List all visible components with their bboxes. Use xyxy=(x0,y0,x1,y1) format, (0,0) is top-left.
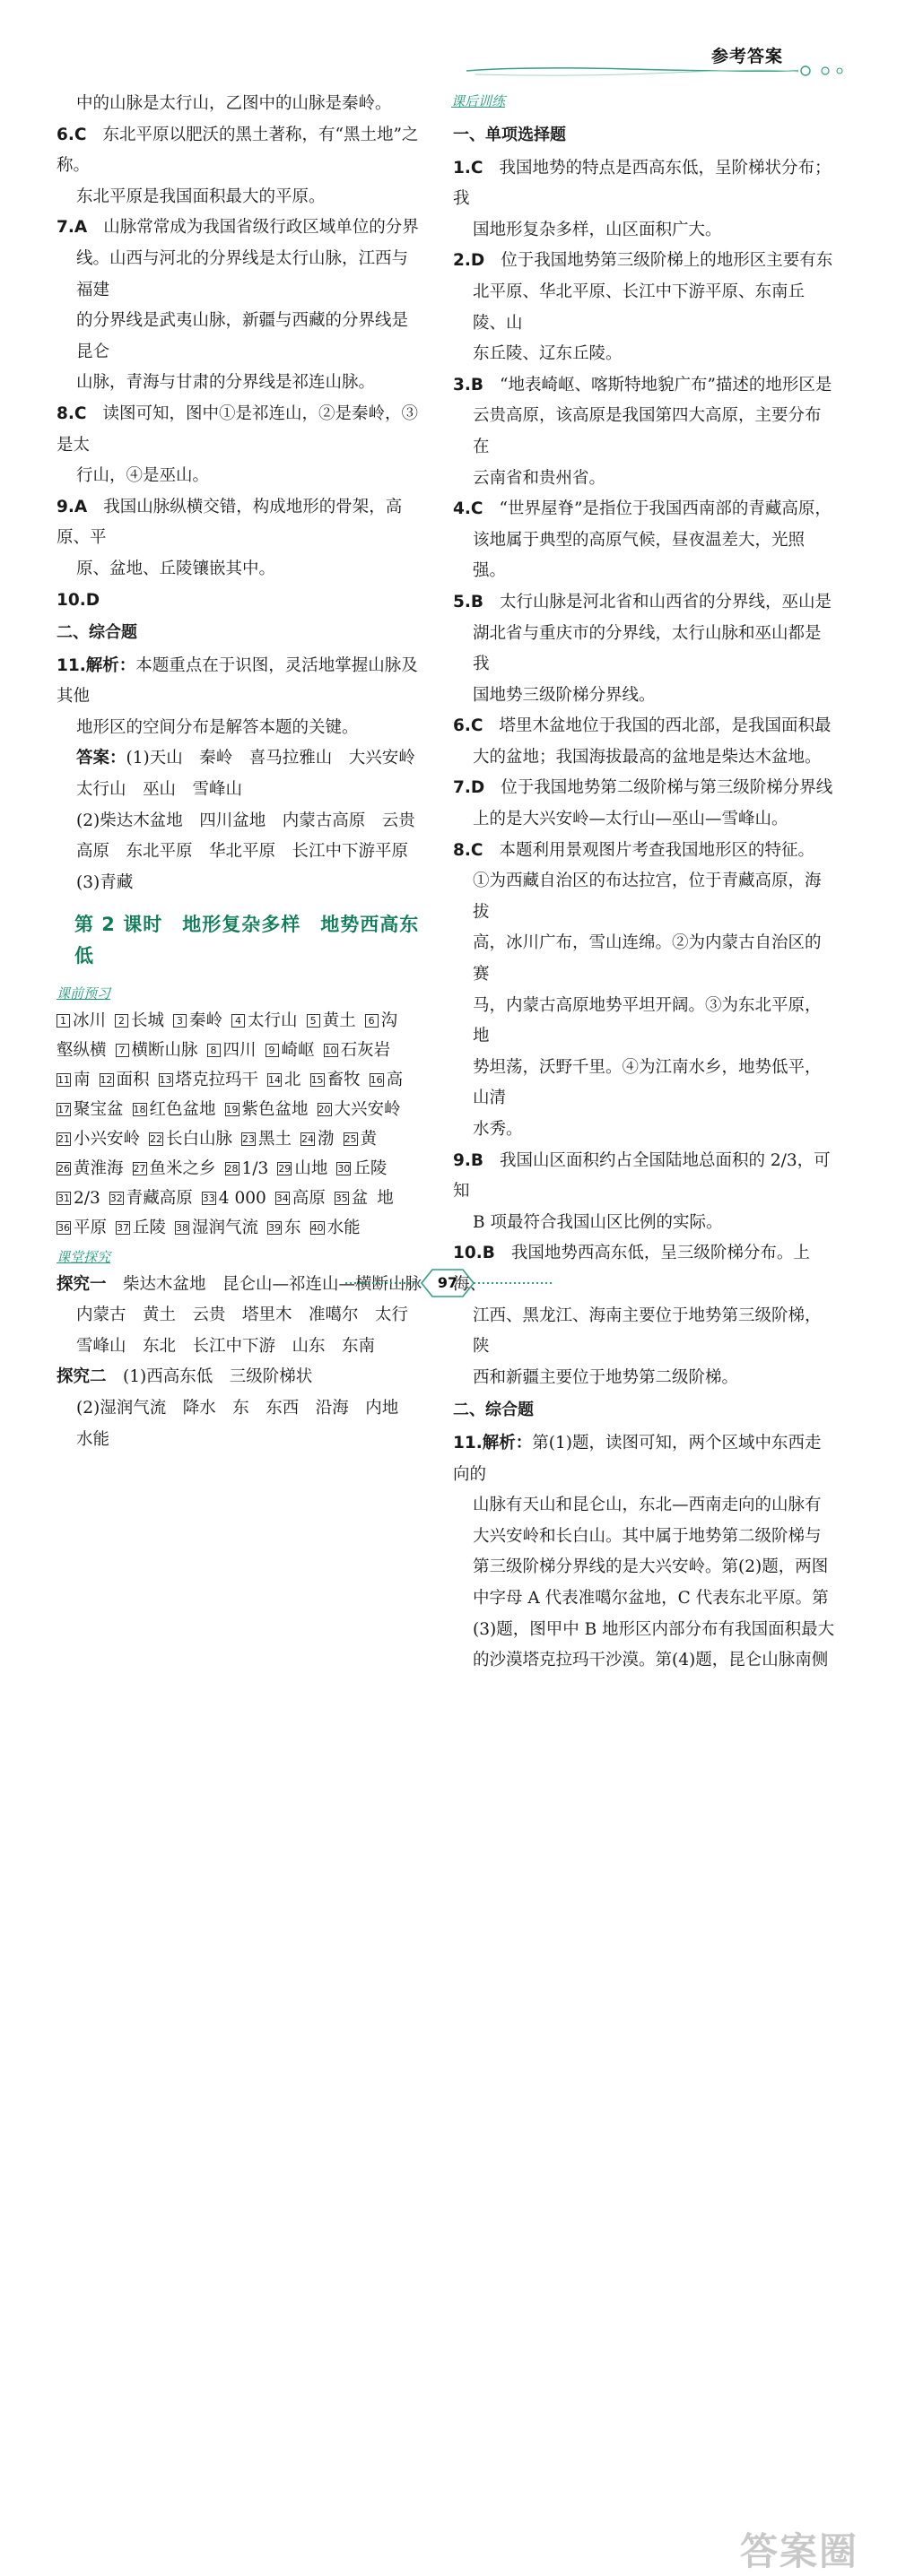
explore-line: (2)湿润气流 降水 东 东西 沿海 内地 xyxy=(76,1399,399,1418)
answer-text: 东北平原是我国面积最大的平原。 xyxy=(76,186,326,206)
answer-text: 北平原、华北平原、长江中下游平原、东南丘陵、山 xyxy=(473,282,806,333)
fill-in-grid xyxy=(57,1006,424,1243)
number-box: 16 xyxy=(370,1073,383,1086)
fill-text: 壑纵横 xyxy=(57,1040,107,1060)
fill-cell xyxy=(149,1124,232,1154)
answer-line: 高原 东北平原 华北平原 长江中下游平原 xyxy=(76,842,409,862)
answer-number: 6.C xyxy=(57,125,87,144)
fill-text: 大兴安岭 xyxy=(334,1099,401,1119)
continued-line: 中的山脉是太行山，乙图中的山脉是秦岭。 xyxy=(76,94,392,113)
fill-cell xyxy=(275,1184,326,1213)
answer-text: 西和新疆主要位于地势第二级阶梯。 xyxy=(473,1367,739,1387)
answer-text: 读图可知，图中①是祁连山，②是秦岭，③是太 xyxy=(57,403,418,455)
fill-cell xyxy=(310,1213,361,1243)
fill-cell xyxy=(116,1036,198,1065)
fill-cell xyxy=(173,1006,222,1036)
answer-text: 江西、黑龙江、海南主要位于地势第三级阶梯，陕 xyxy=(473,1305,822,1357)
number-box: 7 xyxy=(116,1044,129,1057)
answer-text: 湖北省与重庆市的分界线，太行山脉和巫山都是我 xyxy=(473,623,822,674)
number-box: 1 xyxy=(57,1014,70,1028)
fill-cell xyxy=(241,1124,292,1154)
answer-item xyxy=(453,711,837,742)
fill-text: 2/3 xyxy=(74,1188,100,1208)
explore-two-label: 探究二 xyxy=(57,1367,107,1387)
fill-text: 冰川 xyxy=(73,1010,107,1030)
answer-item xyxy=(453,494,837,525)
fill-text: 高 xyxy=(386,1070,404,1089)
number-box: 25 xyxy=(344,1132,357,1145)
fill-cell xyxy=(57,1154,124,1184)
fill-cell xyxy=(300,1124,335,1154)
number-box: 34 xyxy=(275,1192,289,1204)
fill-cell xyxy=(225,1154,269,1184)
fill-cell xyxy=(133,1154,216,1184)
fill-text: 崎岖 xyxy=(281,1040,315,1060)
fill-text: 黄土 xyxy=(322,1010,356,1030)
answer-label: 答案： xyxy=(76,749,126,768)
fill-cell xyxy=(266,1036,315,1065)
fill-text: 渤 xyxy=(318,1129,335,1149)
class-explore-label: 课堂探究 xyxy=(57,1248,111,1265)
answer-number: 6.C xyxy=(453,716,483,736)
fill-text: 丘陵 xyxy=(353,1158,388,1178)
answer-text: 行山，④是巫山。 xyxy=(76,466,210,486)
fill-cell xyxy=(202,1184,266,1213)
answer-text: ①为西藏自治区的布达拉宫，位于青藏高原，海拔 xyxy=(473,872,822,922)
fill-cell xyxy=(57,1036,107,1065)
fill-text: 畜牧 xyxy=(327,1070,361,1089)
answer-item xyxy=(453,153,837,215)
answer-item xyxy=(453,370,837,402)
fill-cell xyxy=(175,1213,258,1243)
fill-text: 沟 xyxy=(380,1010,398,1030)
number-box: 27 xyxy=(133,1162,146,1175)
fill-text: 红色盆地 xyxy=(149,1099,216,1119)
fill-text: 太行山 xyxy=(248,1010,298,1030)
answer-text: 我国山脉纵横交错，构成地形的骨架，高原、平 xyxy=(57,497,403,548)
answer-text: “地表崎岖、喀斯特地貌广布”描述的地形区是 xyxy=(500,375,832,395)
page-number: 97 xyxy=(437,1274,458,1291)
number-box: 39 xyxy=(268,1221,282,1234)
left-column xyxy=(57,89,424,1455)
fill-text: 塔克拉玛干 xyxy=(175,1070,259,1089)
fill-text: 东 xyxy=(284,1218,301,1237)
fill-text: 秦岭 xyxy=(189,1010,223,1030)
answer-item xyxy=(57,212,424,244)
answer-number: 8.C xyxy=(57,403,87,423)
fill-cell xyxy=(324,1036,391,1065)
fill-text: 长白山脉 xyxy=(166,1129,233,1149)
fill-cell xyxy=(207,1036,257,1065)
fill-cell xyxy=(318,1095,401,1124)
number-box: 23 xyxy=(242,1132,256,1145)
right-answer-list xyxy=(453,153,837,1394)
fill-text: 石灰岩 xyxy=(340,1040,391,1060)
analysis-line: 地形区的空间分布是解答本题的关键。 xyxy=(76,717,359,737)
answer-text: 位于我国地势第三级阶梯上的地形区主要有东 xyxy=(501,251,833,271)
answer-item xyxy=(453,587,837,619)
section-heading: 一、单项选择题 xyxy=(453,126,566,144)
fill-cell xyxy=(100,1065,150,1095)
answer-text: 马，内蒙古高原地势平坦开阔。③为东北平原，地 xyxy=(473,995,822,1046)
number-box: 38 xyxy=(176,1221,189,1234)
answer-text: 位于我国地势第二级阶梯与第三级阶梯分界线 xyxy=(501,778,833,798)
fill-cell xyxy=(336,1154,387,1184)
answer-text: 我国地势西高东低，呈三级阶梯分布。上海、 xyxy=(453,1244,810,1294)
after-class-label: 课后训练 xyxy=(451,93,506,109)
answer-item xyxy=(57,120,424,182)
analysis-line: (3)题，图甲中 B 地形区内部分布有我国面积最大 xyxy=(473,1619,835,1639)
fill-cell xyxy=(57,1124,140,1154)
answer-item xyxy=(453,1146,837,1208)
fill-text: 山地 xyxy=(294,1158,328,1178)
answer-text: 东丘陵、辽东丘陵。 xyxy=(473,344,623,364)
fill-cell xyxy=(370,1065,404,1095)
number-box: 4 xyxy=(231,1014,245,1028)
header-rule xyxy=(466,61,852,81)
answer-text: 我国地势的特点是西高东低，呈阶梯状分布；我 xyxy=(453,158,832,209)
fill-text: 盆 xyxy=(351,1188,369,1208)
watermark-logo xyxy=(740,2522,858,2576)
answer-number: 8.C xyxy=(453,840,483,860)
right-column xyxy=(453,118,837,1677)
fill-text: 地 xyxy=(377,1188,394,1208)
q11-number: 11. xyxy=(57,655,86,675)
answer-text: “世界屋脊”是指位于我国西南部的青藏高原， xyxy=(499,499,832,519)
fill-cell xyxy=(267,1213,301,1243)
number-box: 14 xyxy=(268,1073,282,1086)
fill-cell xyxy=(115,1006,164,1036)
fill-text: 鱼米之乡 xyxy=(149,1158,216,1178)
fill-text: 南 xyxy=(74,1070,91,1089)
number-box: 30 xyxy=(337,1162,351,1175)
answer-number: 9.B xyxy=(453,1150,484,1170)
answer-number: 10.D xyxy=(57,590,100,610)
answer-text: 水秀。 xyxy=(473,1120,523,1139)
fill-cell xyxy=(133,1095,216,1124)
answer-text: 云贵高原，该高原是我国第四大高原，主要分布在 xyxy=(473,406,822,456)
section-heading: 二、综合题 xyxy=(57,623,137,643)
analysis-label: 解析： xyxy=(482,1433,533,1453)
number-box: 9 xyxy=(266,1044,279,1057)
fill-text: 水能 xyxy=(327,1218,361,1237)
fill-text: 聚宝盆 xyxy=(74,1099,124,1119)
number-box: 15 xyxy=(310,1073,324,1086)
explore-line: 柴达木盆地 昆仑山—祁连山—横断山脉 xyxy=(123,1274,422,1294)
number-box: 26 xyxy=(57,1162,70,1175)
analysis-line: 中字母 A 代表准噶尔盆地，C 代表东北平原。第 xyxy=(473,1588,829,1608)
explore-line: 内蒙古 黄土 云贵 塔里木 准噶尔 太行 xyxy=(76,1305,409,1325)
number-box: 22 xyxy=(150,1132,163,1145)
analysis-line: 第三级阶梯分界线的是大兴安岭。第(2)题，两图 xyxy=(473,1557,829,1577)
fill-cell xyxy=(225,1095,309,1124)
number-box: 29 xyxy=(278,1162,292,1175)
answer-number: 7.D xyxy=(453,778,485,798)
answer-number: 4.C xyxy=(453,499,483,519)
answer-text: 该地属于典型的高原气候，昼夜温差大，光照强。 xyxy=(473,530,806,581)
analysis-line: 山脉有天山和昆仑山，东北—西南走向的山脉有 xyxy=(473,1496,822,1515)
explore-line: (1)西高东低 三级阶梯状 xyxy=(123,1367,313,1387)
answer-line: (2)柴达木盆地 四川盆地 内蒙古高原 云贵 xyxy=(76,811,415,830)
answer-line: 太行山 巫山 雪峰山 xyxy=(76,780,243,800)
answer-text: 山脉常常成为我国省级行政区域单位的分界 xyxy=(103,218,419,238)
fill-cell xyxy=(377,1184,394,1213)
answer-text: 大的盆地；我国海拔最高的盆地是柴达木盆地。 xyxy=(473,747,822,767)
number-box: 36 xyxy=(57,1221,70,1234)
fill-cell xyxy=(335,1184,369,1213)
watermark-text: 答案圈 xyxy=(740,2529,859,2573)
answer-text: 太行山脉是河北省和山西省的分界线，巫山是 xyxy=(500,592,832,611)
fill-text: 横断山脉 xyxy=(131,1040,198,1060)
number-box: 11 xyxy=(57,1073,70,1086)
answer-number: 7.A xyxy=(57,218,88,238)
fill-text: 长城 xyxy=(131,1010,165,1030)
number-box: 6 xyxy=(365,1014,379,1028)
number-box: 20 xyxy=(318,1103,331,1115)
number-box: 33 xyxy=(202,1192,215,1204)
fill-cell xyxy=(267,1065,301,1095)
answer-text: 国地势三级阶梯分界线。 xyxy=(473,685,656,705)
fill-cell xyxy=(57,1065,91,1095)
answer-text: 高，冰川广布，雪山连绵。②为内蒙古自治区的赛 xyxy=(473,933,822,984)
answer-text: 东北平原以肥沃的黑土著称，有“黑土地”之称。 xyxy=(57,125,419,176)
fill-text: 1/3 xyxy=(241,1158,269,1178)
fill-text: 平原 xyxy=(74,1218,108,1237)
answer-item xyxy=(57,399,424,461)
answer-number: 9.A xyxy=(57,497,88,516)
fill-cell xyxy=(310,1065,361,1095)
fill-cell xyxy=(116,1213,166,1243)
answer-text: 云南省和贵州省。 xyxy=(473,468,606,488)
explore-line: 雪峰山 东北 长江中下游 山东 东南 xyxy=(76,1336,376,1356)
fill-text: 紫色盆地 xyxy=(241,1099,309,1119)
analysis-line: 第(1)题，读图可知，两个区域中东西走向的 xyxy=(453,1433,822,1484)
number-box: 31 xyxy=(57,1192,70,1204)
fill-text: 四川 xyxy=(222,1040,257,1060)
fill-cell xyxy=(57,1095,124,1124)
answer-item xyxy=(57,585,424,617)
q11-number: 11. xyxy=(453,1433,483,1453)
analysis-line: 本题重点在于识图，灵活地掌握山脉及其他 xyxy=(57,655,418,707)
page-header xyxy=(0,0,897,99)
answer-number: 5.B xyxy=(453,592,484,611)
fill-text: 小兴安岭 xyxy=(74,1129,141,1149)
fill-cell xyxy=(109,1184,193,1213)
fill-cell xyxy=(365,1006,398,1036)
number-box: 32 xyxy=(109,1192,123,1204)
answer-text: B 项最符合我国山区比例的实际。 xyxy=(473,1212,723,1232)
number-box: 10 xyxy=(324,1044,337,1056)
answer-item xyxy=(453,773,837,804)
number-box: 40 xyxy=(310,1221,324,1234)
answer-text: 上的是大兴安岭—太行山—巫山—雪峰山。 xyxy=(473,810,788,829)
number-box: 37 xyxy=(117,1221,130,1234)
answer-number: 1.C xyxy=(453,158,483,178)
answer-text: 的分界线是武夷山脉，新疆与西藏的分界线是昆仑 xyxy=(76,311,409,361)
fill-cell xyxy=(57,1213,107,1243)
answer-line: (1)天山 秦岭 喜马拉雅山 大兴安岭 xyxy=(126,749,415,768)
number-box: 21 xyxy=(57,1132,70,1145)
number-box: 19 xyxy=(225,1103,239,1115)
number-box: 18 xyxy=(133,1103,146,1115)
fill-cell xyxy=(57,1006,106,1036)
explore-one-label: 探究一 xyxy=(57,1274,107,1294)
fill-cell xyxy=(344,1124,378,1154)
number-box: 13 xyxy=(159,1073,172,1086)
analysis-label: 解析： xyxy=(85,655,136,675)
fill-cell xyxy=(57,1184,100,1213)
fill-text: 4 000 xyxy=(218,1188,266,1208)
number-box: 8 xyxy=(207,1044,221,1057)
pre-study-label: 课前预习 xyxy=(57,984,111,1002)
fill-cell xyxy=(159,1065,259,1095)
fill-text: 湿润气流 xyxy=(192,1218,259,1237)
answer-text: 原、盆地、丘陵镶嵌其中。 xyxy=(76,559,276,578)
answer-number: 10.B xyxy=(453,1244,495,1263)
fill-text: 黄淮海 xyxy=(74,1158,124,1178)
fill-text: 青藏高原 xyxy=(126,1188,193,1208)
answer-text: 本题利用景观图片考查我国地形区的特征。 xyxy=(499,840,814,860)
header-title: 参考答案 xyxy=(711,47,784,66)
number-box: 12 xyxy=(100,1073,113,1086)
fill-text: 北 xyxy=(284,1070,301,1089)
answer-number: 3.B xyxy=(453,375,484,395)
number-box: 3 xyxy=(173,1014,187,1028)
lesson-title: 第 2 课时 地形复杂多样 地势西高东低 xyxy=(74,914,420,967)
number-box: 28 xyxy=(225,1162,239,1175)
answer-text: 国地形复杂多样，山区面积广大。 xyxy=(473,220,722,239)
section-heading: 二、综合题 xyxy=(453,1401,534,1420)
answer-text: 线。山西与河北的分界线是太行山脉，江西与福建 xyxy=(76,248,409,299)
number-box: 35 xyxy=(335,1192,348,1204)
number-box: 5 xyxy=(307,1014,320,1028)
fill-text: 丘陵 xyxy=(133,1218,167,1237)
number-box: 2 xyxy=(115,1014,128,1028)
answer-item xyxy=(453,246,837,277)
answer-line: (3)青藏 xyxy=(76,872,134,892)
fill-text: 高原 xyxy=(292,1188,326,1208)
answer-number: 2.D xyxy=(453,251,485,271)
fill-text: 面积 xyxy=(116,1070,150,1089)
fill-text: 黑土 xyxy=(258,1129,292,1149)
answer-text: 塔里木盆地位于我国的西北部，是我国面积最 xyxy=(499,716,832,736)
number-box: 17 xyxy=(57,1103,70,1115)
answer-text: 山脉，青海与甘肃的分界线是祁连山脉。 xyxy=(76,373,376,393)
fill-cell xyxy=(307,1006,356,1036)
number-box: 24 xyxy=(301,1132,315,1145)
answer-text: 势坦荡，沃野千里。④为江南水乡，地势低平，山清 xyxy=(473,1057,822,1108)
fill-cell xyxy=(277,1154,327,1184)
left-answer-list xyxy=(57,120,424,617)
analysis-line: 的沙漠塔克拉玛干沙漠。第(4)题，昆仑山脉南侧 xyxy=(473,1651,829,1670)
explore-line: 水能 xyxy=(76,1429,110,1449)
answer-item xyxy=(453,836,837,867)
fill-cell xyxy=(231,1006,298,1036)
analysis-line: 大兴安岭和长白山。其中属于地势第二级阶梯与 xyxy=(473,1526,822,1546)
answer-item xyxy=(57,492,424,554)
answer-text: 我国山区面积约占全国陆地总面积的 2/3，可知 xyxy=(453,1150,831,1201)
fill-text: 黄 xyxy=(360,1129,378,1149)
